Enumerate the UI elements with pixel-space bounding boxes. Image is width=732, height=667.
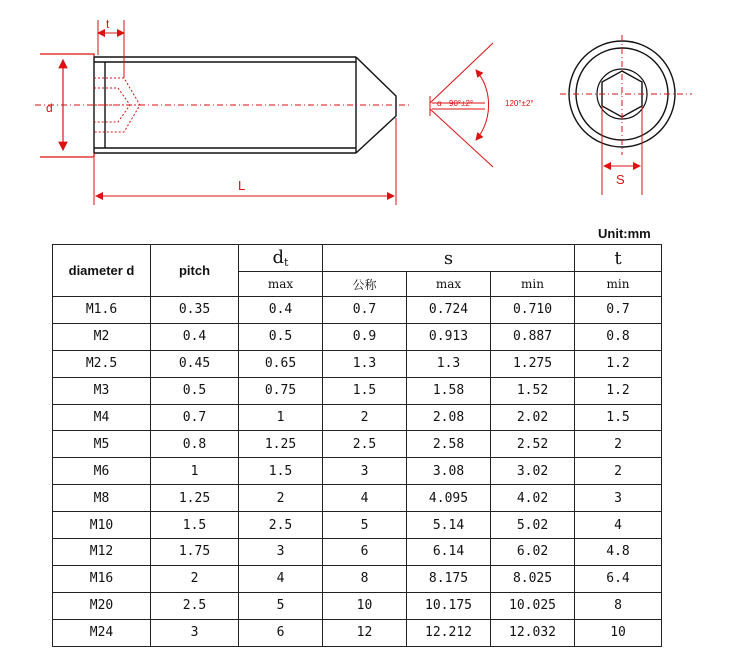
cell-dt-max: 1.5 (239, 458, 323, 485)
cell-s-nominal: 2.5 (323, 431, 407, 458)
cell-diameter: M8 (53, 485, 151, 512)
cell-diameter: M2 (53, 323, 151, 350)
cell-pitch: 0.8 (151, 431, 239, 458)
header-s-max: max (407, 272, 491, 297)
cell-dt-max: 2 (239, 485, 323, 512)
cell-s-min: 0.710 (491, 297, 575, 324)
header-t: t (575, 245, 662, 272)
table-row (53, 485, 662, 512)
cell-diameter: M2.5 (53, 350, 151, 377)
cell-pitch: 0.45 (151, 350, 239, 377)
cell-t-min: 3 (575, 485, 662, 512)
header-dt-main: d (272, 247, 285, 268)
table-row (53, 592, 662, 619)
cell-dt-max: 1 (239, 404, 323, 431)
cell-diameter: M24 (53, 619, 151, 646)
cell-dt-max: 4 (239, 565, 323, 592)
cell-pitch: 1.5 (151, 512, 239, 539)
cell-pitch: 1 (151, 458, 239, 485)
header-t-min: min (575, 272, 662, 297)
cell-pitch: 0.5 (151, 377, 239, 404)
cell-diameter: M6 (53, 458, 151, 485)
cell-s-max: 5.14 (407, 512, 491, 539)
label-S: S (616, 172, 625, 187)
cell-s-nominal: 0.9 (323, 323, 407, 350)
table-row (53, 297, 662, 324)
screw-technical-drawing (0, 0, 732, 222)
table-row (53, 377, 662, 404)
screw-end-view (560, 35, 692, 155)
cell-t-min: 1.5 (575, 404, 662, 431)
dimension-t (98, 20, 124, 78)
cell-dt-max: 0.65 (239, 350, 323, 377)
cell-pitch: 0.35 (151, 297, 239, 324)
cell-s-min: 8.025 (491, 565, 575, 592)
cell-t-min: 4 (575, 512, 662, 539)
cell-t-min: 6.4 (575, 565, 662, 592)
table-row (53, 539, 662, 566)
cell-pitch: 1.25 (151, 485, 239, 512)
cell-pitch: 0.7 (151, 404, 239, 431)
cell-s-min: 0.887 (491, 323, 575, 350)
cell-diameter: M12 (53, 539, 151, 566)
cell-s-nominal: 0.7 (323, 297, 407, 324)
cell-dt-max: 0.75 (239, 377, 323, 404)
cell-dt-max: 0.4 (239, 297, 323, 324)
cell-t-min: 2 (575, 431, 662, 458)
cell-pitch: 2 (151, 565, 239, 592)
cell-diameter: M3 (53, 377, 151, 404)
table-row (53, 431, 662, 458)
unit-label: Unit:mm (598, 226, 651, 241)
cell-diameter: M16 (53, 565, 151, 592)
cell-s-max: 0.724 (407, 297, 491, 324)
cell-s-nominal: 1.5 (323, 377, 407, 404)
cell-s-max: 0.913 (407, 323, 491, 350)
cell-pitch: 3 (151, 619, 239, 646)
cell-diameter: M20 (53, 592, 151, 619)
cell-dt-max: 5 (239, 592, 323, 619)
label-d: d (46, 101, 53, 115)
cell-t-min: 10 (575, 619, 662, 646)
cell-pitch: 1.75 (151, 539, 239, 566)
cell-s-nominal: 2 (323, 404, 407, 431)
cell-s-max: 1.3 (407, 350, 491, 377)
cell-s-min: 6.02 (491, 539, 575, 566)
cell-s-nominal: 5 (323, 512, 407, 539)
cell-s-min: 2.02 (491, 404, 575, 431)
cell-s-min: 5.02 (491, 512, 575, 539)
cell-s-max: 1.58 (407, 377, 491, 404)
cell-s-min: 10.025 (491, 592, 575, 619)
header-s-nominal: 公称 (323, 272, 407, 297)
cell-s-max: 6.14 (407, 539, 491, 566)
header-dt-sub: t (284, 256, 289, 269)
cell-s-min: 12.032 (491, 619, 575, 646)
cell-s-nominal: 3 (323, 458, 407, 485)
cell-diameter: M5 (53, 431, 151, 458)
cell-dt-max: 3 (239, 539, 323, 566)
label-t: t (106, 17, 110, 31)
cell-t-min: 4.8 (575, 539, 662, 566)
cell-s-max: 8.175 (407, 565, 491, 592)
cell-diameter: M4 (53, 404, 151, 431)
cell-dt-max: 2.5 (239, 512, 323, 539)
cell-s-min: 4.02 (491, 485, 575, 512)
cell-t-min: 2 (575, 458, 662, 485)
cell-pitch: 2.5 (151, 592, 239, 619)
header-dt (239, 245, 323, 272)
cell-s-max: 2.58 (407, 431, 491, 458)
header-diameter: diameter d (53, 245, 151, 297)
header-dt-max: max (239, 272, 323, 297)
cell-s-min: 2.52 (491, 431, 575, 458)
cell-s-max: 3.08 (407, 458, 491, 485)
table-row (53, 512, 662, 539)
label-angle-120: 120°±2° (505, 99, 534, 108)
cell-diameter: M10 (53, 512, 151, 539)
table-row (53, 565, 662, 592)
cell-s-min: 1.52 (491, 377, 575, 404)
cell-s-nominal: 1.3 (323, 350, 407, 377)
cell-s-nominal: 6 (323, 539, 407, 566)
table-row (53, 323, 662, 350)
table-row (53, 458, 662, 485)
cell-t-min: 1.2 (575, 377, 662, 404)
cell-t-min: 8 (575, 592, 662, 619)
cell-s-max: 2.08 (407, 404, 491, 431)
cell-dt-max: 1.25 (239, 431, 323, 458)
cell-s-nominal: 4 (323, 485, 407, 512)
label-angle-90: 90°±2° (449, 99, 474, 108)
cell-s-nominal: 12 (323, 619, 407, 646)
header-s-min: min (491, 272, 575, 297)
cell-dt-max: 0.5 (239, 323, 323, 350)
cell-s-nominal: 8 (323, 565, 407, 592)
label-alpha: α (437, 99, 442, 108)
cell-s-max: 4.095 (407, 485, 491, 512)
label-L: L (238, 178, 246, 193)
cell-s-nominal: 10 (323, 592, 407, 619)
spec-table (52, 244, 662, 647)
cell-s-max: 12.212 (407, 619, 491, 646)
cell-t-min: 0.8 (575, 323, 662, 350)
cell-s-min: 1.275 (491, 350, 575, 377)
cell-s-min: 3.02 (491, 458, 575, 485)
cell-diameter: M1.6 (53, 297, 151, 324)
table-row (53, 619, 662, 646)
cell-s-max: 10.175 (407, 592, 491, 619)
cell-dt-max: 6 (239, 619, 323, 646)
table-row (53, 404, 662, 431)
cell-t-min: 0.7 (575, 297, 662, 324)
header-pitch: pitch (151, 245, 239, 297)
cell-t-min: 1.2 (575, 350, 662, 377)
table-row (53, 350, 662, 377)
header-s: s (323, 245, 575, 272)
cell-pitch: 0.4 (151, 323, 239, 350)
